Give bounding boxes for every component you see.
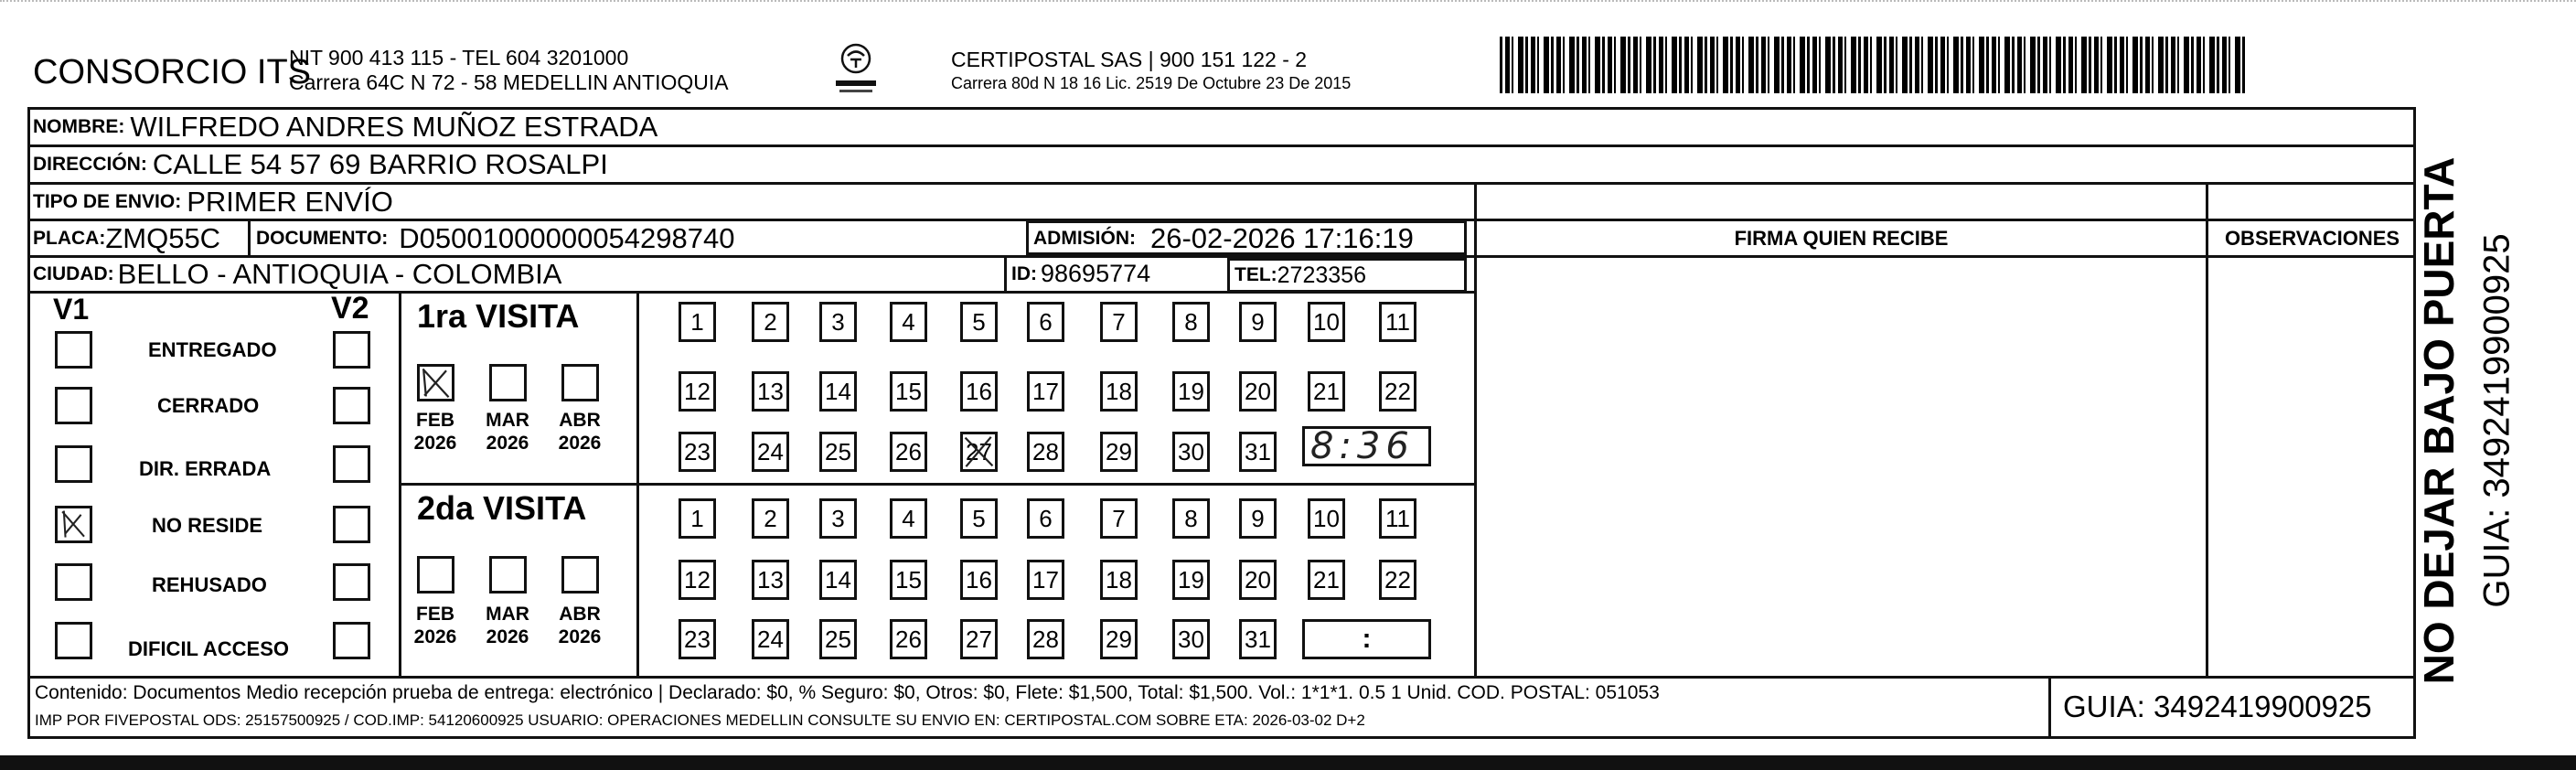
visita-2-day-box[interactable]	[752, 498, 789, 539]
day-number: 23	[684, 625, 711, 653]
visita-2-day-box[interactable]	[819, 619, 857, 659]
admision-row	[1033, 221, 1414, 255]
v2-header: V2	[331, 291, 369, 326]
visita-2-day-box[interactable]	[1027, 498, 1064, 539]
v1-dir-errada-checkbox[interactable]	[55, 445, 92, 483]
visita-2-day-box[interactable]	[1100, 560, 1138, 600]
tel-value: 2723356	[1277, 262, 1366, 288]
visita-2-day-box[interactable]	[1239, 560, 1277, 600]
visita-2-day-box[interactable]	[1308, 560, 1345, 600]
ciudad-label: CIUDAD:	[33, 262, 114, 284]
entregado-label: ENTREGADO	[148, 338, 277, 361]
company-nit: NIT 900 413 115 - TEL 604 3201000	[289, 46, 629, 70]
visita-2-day-box[interactable]	[819, 560, 857, 600]
day-number: 27	[966, 437, 992, 465]
dir-errada-label: DIR. ERRADA	[139, 457, 272, 480]
visita-1-day-box[interactable]	[1027, 432, 1064, 472]
visita-1-day-box[interactable]	[960, 432, 998, 472]
day-number: 15	[895, 565, 922, 594]
direccion-value: CALLE 54 57 69 BARRIO ROSALPI	[152, 148, 608, 180]
v1-cerrado-checkbox[interactable]	[55, 387, 92, 424]
placa-label: PLACA:	[33, 227, 106, 249]
v2-dificil-acceso-checkbox[interactable]	[333, 622, 370, 659]
day-number: 31	[1245, 437, 1271, 465]
visita-1-time-handwritten: 8:36	[1310, 425, 1415, 467]
day-number: 13	[757, 377, 784, 405]
scan-edge	[0, 0, 2576, 13]
visita-1-day-box[interactable]	[752, 432, 789, 472]
handwritten-x-mark-icon	[963, 434, 995, 469]
visita-1-day-box[interactable]	[1172, 432, 1210, 472]
day-number: 6	[1039, 307, 1053, 336]
visita-2-mar-label: MAR 2026	[486, 604, 529, 647]
day-number: 5	[972, 307, 986, 336]
day-number: 30	[1178, 625, 1204, 653]
visita-2-day-box[interactable]	[890, 619, 927, 659]
day-number: 14	[825, 565, 851, 594]
tel-row	[1235, 259, 1366, 292]
day-number: 10	[1313, 307, 1340, 336]
footer-guia: GUIA: 3492419900925	[2063, 690, 2372, 723]
visita-2-day-box[interactable]	[890, 498, 927, 539]
day-number: 6	[1039, 504, 1053, 532]
visita-2-day-box[interactable]	[1308, 498, 1345, 539]
visita-1-title: 1ra VISITA	[417, 297, 580, 335]
documento-value: D05001000000054298740	[399, 221, 735, 254]
visita-2-day-box[interactable]	[1379, 498, 1416, 539]
day-number: 29	[1106, 437, 1132, 465]
visita-1-mar-box[interactable]	[489, 364, 527, 401]
visita-1-time-box[interactable]	[1302, 426, 1431, 466]
day-number: 8	[1184, 504, 1198, 532]
visita-1-day-box[interactable]	[1100, 302, 1138, 342]
direccion-label: DIRECCIÓN:	[33, 154, 147, 175]
barcode	[1500, 37, 2248, 93]
visita-2-feb-box[interactable]	[417, 556, 454, 594]
day-number: 11	[1385, 504, 1410, 532]
visita-1-day-box[interactable]	[1379, 371, 1416, 412]
company-address: Carrera 64C N 72 - 58 MEDELLIN ANTIOQUIA	[289, 70, 729, 94]
visita-1-mar-label: MAR 2026	[486, 410, 529, 454]
nombre-value: WILFREDO ANDRES MUÑOZ ESTRADA	[130, 111, 658, 143]
day-number: 12	[684, 377, 711, 405]
day-number: 25	[825, 625, 851, 653]
visita-1-day-box[interactable]	[1172, 371, 1210, 412]
day-number: 4	[902, 504, 915, 532]
visita-1-day-box[interactable]	[1239, 432, 1277, 472]
v1-dificil-acceso-checkbox[interactable]	[55, 622, 92, 659]
certipostal-logo	[830, 40, 882, 95]
day-number: 16	[966, 565, 992, 594]
side-warning: NO DEJAR BAJO PUERTA	[2415, 156, 2463, 685]
visita-1-day-box[interactable]	[1308, 302, 1345, 342]
visita-1-day-box[interactable]	[679, 371, 716, 412]
rehusado-label: REHUSADO	[152, 573, 267, 596]
handwritten-x-mark-icon	[420, 367, 452, 399]
visita-1-day-box[interactable]	[960, 302, 998, 342]
visita-2-abr-label: ABR 2026	[558, 604, 602, 647]
visita-1-day-box[interactable]	[890, 432, 927, 472]
postal-emblem-icon	[830, 40, 882, 95]
visita-1-day-box[interactable]	[679, 432, 716, 472]
visita-1-day-box[interactable]	[1239, 371, 1277, 412]
cerrado-label: CERRADO	[157, 394, 260, 417]
nombre-row	[33, 110, 657, 144]
visita-2-abr-box[interactable]	[561, 556, 599, 594]
day-number: 1	[690, 307, 704, 336]
visita-2-day-box[interactable]	[1172, 560, 1210, 600]
placa-value: ZMQ55C	[105, 221, 221, 254]
day-number: 21	[1313, 565, 1340, 594]
carrier-name: CERTIPOSTAL SAS | 900 151 122 - 2	[951, 48, 1308, 71]
visita-2-day-box[interactable]	[1172, 498, 1210, 539]
visita-2-day-box[interactable]	[679, 498, 716, 539]
visita-1-day-box[interactable]	[1100, 432, 1138, 472]
day-number: 14	[825, 377, 851, 405]
visita-2-day-box[interactable]	[1027, 560, 1064, 600]
day-number: 21	[1313, 377, 1340, 405]
visita-2-day-box[interactable]	[960, 619, 998, 659]
day-number: 26	[895, 437, 922, 465]
day-number: 23	[684, 437, 711, 465]
day-number: 24	[757, 437, 784, 465]
day-number: 22	[1384, 565, 1411, 594]
tel-label: TEL:	[1235, 264, 1277, 285]
day-number: 29	[1106, 625, 1132, 653]
visita-2-time-box[interactable]	[1302, 619, 1431, 659]
visita-1-day-box[interactable]	[1379, 302, 1416, 342]
day-number: 7	[1112, 307, 1126, 336]
v1-entregado-checkbox[interactable]	[55, 331, 92, 369]
visita-2-day-box[interactable]	[1027, 619, 1064, 659]
documento-row	[256, 221, 734, 255]
nombre-label: NOMBRE:	[33, 116, 125, 137]
day-number: 9	[1251, 504, 1265, 532]
v1-no-reside-checkbox[interactable]	[55, 506, 92, 543]
documento-label: DOCUMENTO:	[256, 227, 389, 249]
ciudad-row	[33, 257, 561, 291]
visita-1-day-box[interactable]	[679, 302, 716, 342]
day-number: 20	[1245, 377, 1271, 405]
day-number: 3	[831, 307, 845, 336]
visita-2-day-box[interactable]	[1100, 619, 1138, 659]
visita-2-feb-label: FEB 2026	[413, 604, 457, 647]
day-number: 4	[902, 307, 915, 336]
day-number: 11	[1385, 307, 1410, 336]
footer-contenido: Contenido: Documentos Medio recepción prueba de entrega: electrónico | Declarado: $0, % Seguro: $0, Otros: $0, Flete: $1,500, Total: $1,500. Vol.: 1*1*1. 0.5 1 Unid. COD. POSTAL: 051053	[35, 682, 1660, 703]
visita-2-mar-box[interactable]	[489, 556, 527, 594]
day-number: 26	[895, 625, 922, 653]
day-number: 28	[1032, 625, 1059, 653]
visita-1-abr-box[interactable]	[561, 364, 599, 401]
tipo-envio-label: TIPO DE ENVIO:	[33, 191, 182, 212]
v2-no-reside-checkbox[interactable]	[333, 506, 370, 543]
id-row	[1011, 257, 1150, 291]
visita-2-day-box[interactable]	[679, 560, 716, 600]
day-number: 17	[1032, 377, 1059, 405]
visita-1-feb-box[interactable]	[417, 364, 454, 401]
v2-cerrado-checkbox[interactable]	[333, 387, 370, 424]
day-number: 10	[1313, 504, 1340, 532]
day-number: 24	[757, 625, 784, 653]
visita-1-day-box[interactable]	[960, 371, 998, 412]
v1-rehusado-checkbox[interactable]	[55, 563, 92, 601]
visita-2-day-box[interactable]	[890, 560, 927, 600]
v2-entregado-checkbox[interactable]	[333, 331, 370, 369]
visita-2-day-box[interactable]	[1239, 498, 1277, 539]
v2-dir-errada-checkbox[interactable]	[333, 445, 370, 483]
placa-row	[33, 221, 220, 255]
company-name: CONSORCIO ITS	[33, 53, 312, 91]
day-number: 2	[764, 504, 777, 532]
visita-2-day-box[interactable]	[1239, 619, 1277, 659]
day-number: 8	[1184, 307, 1198, 336]
scan-bottom-bar	[0, 755, 2576, 770]
visita-1-day-box[interactable]	[1172, 302, 1210, 342]
visita-1-day-box[interactable]	[1308, 371, 1345, 412]
admision-label: ADMISIÓN:	[1033, 227, 1136, 249]
visita-2-day-box[interactable]	[960, 560, 998, 600]
visita-1-day-box[interactable]	[1100, 371, 1138, 412]
visita-1-day-box[interactable]	[752, 302, 789, 342]
day-number: 13	[757, 565, 784, 594]
visita-2-day-box[interactable]	[1100, 498, 1138, 539]
id-value: 98695774	[1041, 260, 1151, 287]
no-reside-label: NO RESIDE	[152, 514, 263, 537]
handwritten-check-mark-icon	[58, 508, 90, 540]
visita-2-time-separator: :	[1362, 624, 1372, 654]
day-number: 19	[1178, 377, 1204, 405]
v2-rehusado-checkbox[interactable]	[333, 563, 370, 601]
visita-1-abr-label: ABR 2026	[558, 410, 602, 454]
visita-1-day-box[interactable]	[890, 302, 927, 342]
visita-2-title: 2da VISITA	[417, 489, 587, 527]
visita-1-day-box[interactable]	[819, 371, 857, 412]
day-number: 1	[690, 504, 704, 532]
day-number: 30	[1178, 437, 1204, 465]
visita-1-day-box[interactable]	[890, 371, 927, 412]
visita-1-day-box[interactable]	[1027, 371, 1064, 412]
day-number: 27	[966, 625, 992, 653]
day-number: 3	[831, 504, 845, 532]
visita-1-day-box[interactable]	[752, 371, 789, 412]
ciudad-value: BELLO - ANTIOQUIA - COLOMBIA	[117, 257, 562, 290]
day-number: 18	[1106, 565, 1132, 594]
visita-2-day-box[interactable]	[1172, 619, 1210, 659]
footer-imp: IMP POR FIVEPOSTAL ODS: 25157500925 / COD.IMP: 54120600925 USUARIO: OPERACIONES MEDELLIN CONSULTE SU ENVIO EN: CERTIPOSTAL.COM SOBRE ETA: 2026-03-02 D+2	[35, 711, 1365, 729]
visita-2-day-box[interactable]	[1379, 560, 1416, 600]
visita-2-day-box[interactable]	[960, 498, 998, 539]
day-number: 20	[1245, 565, 1271, 594]
visita-1-day-box[interactable]	[1239, 302, 1277, 342]
day-number: 22	[1384, 377, 1411, 405]
firma-header: FIRMA QUIEN RECIBE	[1734, 227, 1949, 250]
visita-1-day-box[interactable]	[819, 302, 857, 342]
visita-2-day-box[interactable]	[679, 619, 716, 659]
tipo-envio-row	[33, 185, 393, 219]
side-guia: GUIA: 3492419900925	[2476, 233, 2517, 608]
carrier-license: Carrera 80d N 18 16 Lic. 2519 De Octubre 23 De 2015	[951, 74, 1352, 92]
direccion-row	[33, 147, 608, 182]
day-number: 12	[684, 565, 711, 594]
day-number: 16	[966, 377, 992, 405]
day-number: 25	[825, 437, 851, 465]
id-label: ID:	[1011, 262, 1037, 284]
day-number: 5	[972, 504, 986, 532]
day-number: 17	[1032, 565, 1059, 594]
day-number: 18	[1106, 377, 1132, 405]
day-number: 19	[1178, 565, 1204, 594]
day-number: 2	[764, 307, 777, 336]
v1-header: V1	[53, 293, 90, 326]
visita-2-day-box[interactable]	[752, 619, 789, 659]
visita-2-day-box[interactable]	[819, 498, 857, 539]
observaciones-header: OBSERVACIONES	[2224, 227, 2400, 250]
day-number: 9	[1251, 307, 1265, 336]
day-number: 7	[1112, 504, 1126, 532]
visita-1-feb-label: FEB 2026	[413, 410, 457, 454]
visita-1-day-box[interactable]	[819, 432, 857, 472]
dificil-acceso-label: DIFICIL ACCESO	[128, 637, 290, 660]
visita-1-day-box[interactable]	[1027, 302, 1064, 342]
day-number: 15	[895, 377, 922, 405]
day-number: 28	[1032, 437, 1059, 465]
admision-value: 26-02-2026 17:16:19	[1150, 221, 1414, 254]
visita-2-day-box[interactable]	[752, 560, 789, 600]
tipo-envio-value: PRIMER ENVÍO	[187, 186, 393, 218]
day-number: 31	[1245, 625, 1271, 653]
